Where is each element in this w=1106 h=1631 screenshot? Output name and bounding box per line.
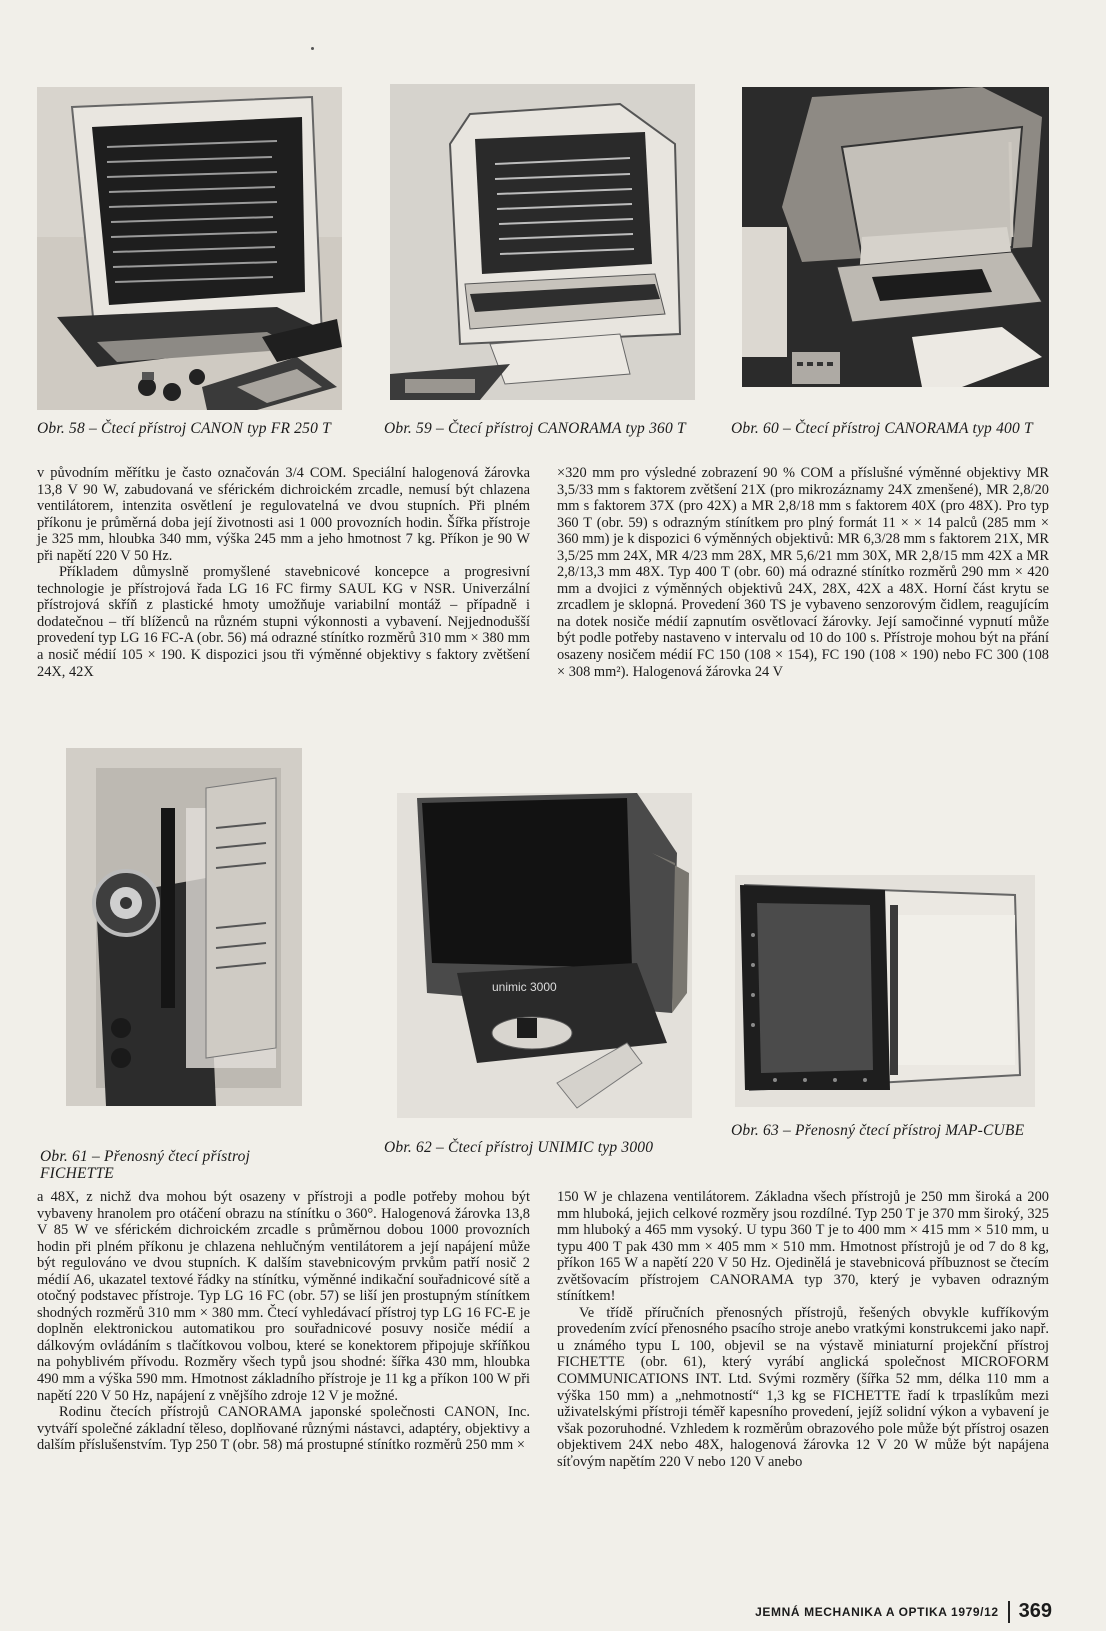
page-number: 369 [1018,1600,1052,1622]
unimic-label: unimic 3000 [492,980,557,994]
figure-58-photo [37,87,342,410]
figure-61-caption: Obr. 61 – Přenosný čtecí přístroj FICHETTE [40,1148,251,1182]
paragraph: 150 W je chlazena ventilátorem. Základna všech přístrojů je 250 mm široká a 200 mm hluboká, jejich celkové rozměry jsou rozdílné. Typ 250 T je 370 mm široký, 325 mm hluboký a 465 mm vysoký. U typu 360 T je to 400 mm × 415 mm × 510 mm, u typu 400 T pak 430 mm × 405 mm × 510 mm. Hmotnost přístrojů je od 7 do 8 kg, příkon 165 W a napětí 220 V 50 Hz. Ojedinělá je stavebnicová příbuznost se čtecím zvětšovacím přístrojem CANORAMA typ 370, který je vybaven odrazným stínítkem! [557,1189,1049,1305]
figure-63-caption: Obr. 63 – Přenosný čtecí přístroj MAP-CUBE [731,1122,1025,1139]
lower-left-column [37,1189,530,1454]
paragraph: Ve třídě příručních přenosných přístrojů, řešených obvykle kufříkovým provedením zvící přenosného psacího stroje anebo vratkými konstrukcemi jako např. u známého typu L 100, objevil se na výstavě miniaturní projekční přístroj FICHETTE (obr. 61), který vyrábí anglická společnost MICROFORM COMMUNICATIONS INT. Ltd. Svými rozměry (šířka 52 mm, délka 110 mm a výška 150 mm) a „nehmotností“ 1,3 kg se FICHETTE řadí k trpaslíkům mezi uživatelskými přístroji téměř kapesního provedení, jejíž solidní výkon a vybavení je však pozoruhodné. Vzhledem k rozměrům obrazového pole může být přístroj osazen objektivem 24X nebo 48X, halogenová žárovka 12 V 20 W může být napájena síťovým napětím 220 V nebo 120 V anebo [557,1304,1049,1470]
upper-right-column [557,465,1049,680]
paragraph: Příkladem důmyslně promyšlené stavebnicové koncepce a progresivní technologie je přístrojová řada LG 16 FC firmy SAUL KG v NSR. Univerzální přístrojová skříň z plastické hmoty umožňuje variabilní montáž – případně i dodatečnou – tří blíženců na různém stupni výkonnosti a vybavení. Nejjednodušší provedení typ LG 16 FC-A (obr. 56) má odrazné stínítko rozměrů 310 mm × 380 mm a nosič médií 105 × 190. K dispozici jsou tři výměnné objektivy s faktory zvětšení 24X, 42X [37,564,530,680]
figure-59-photo [390,84,695,400]
figure-60-photo [742,87,1049,387]
figure-62-caption: Obr. 62 – Čtecí přístroj UNIMIC typ 3000 [384,1139,654,1156]
figure-61-photo [66,748,302,1106]
paragraph: a 48X, z nichž dva mohou být osazeny v přístroji a podle potřeby mohou být vybaveny hranolem pro otáčení obrazu na stínítku o 360°. Halogenová žárovka 13,8 V 85 W ve sférickém dichroickém zrcadle s průměrnou dobou 1000 provozních hodin při plném příkonu je chlazena nehlučným ventilátorem a její napájení může být regulováno ve dvou stupních. K dalším stavebnicovým prvkům patří nosič 2 médií A6, ukazatel textové řádky na stínítku, výměnné indikační souřadnicové sítě a otočný podstavec přístroje. Typ LG 16 FC (obr. 57) se liší jen prostupným stínítkem shodných rozměrů 310 mm × 380 mm. Čtecí vyhledávací přístroj typ LG 16 FC-E je doplněn elektronickou automatikou pro souřadnicové posuvy nosiče médií a dálkovým ovládáním s tlačítkovou volbou, které se konektorem připojuje skříňkou na pohyblivém přívodu. Rozměry všech typů jsou shodné: šířka 430 mm, hloubka 490 mm a výška 590 mm. Hmotnost základního přístroje je 11 kg a příkon 100 W při napětí 220 V 50 Hz, napájení z vnějšího zdroje 12 V je možné. [37,1189,530,1404]
paragraph: ×320 mm pro výsledné zobrazení 90 % COM a příslušné výměnné objektivy MR 3,5/33 mm s faktorem zvětšení 21X (pro mikrozáznamy 24X zmenšené), MR 2,8/20 mm s faktorem 37X (pro 42X) a MR 2,8/18 mm s faktorem 40X (pro 48X). Pro typ 360 T (obr. 59) s odrazným stínítkem pro plný formát 11 × × 14 palců (285 mm × 360 mm) je k dispozici 6 výměnných objektivů: MR 6,3/28 mm s faktorem 21X, MR 3,5/25 mm 24X, MR 4/23 mm 28X, MR 5,6/21 mm 30X, MR 2,8/15 mm 42X a MR 2,8/13,3 mm 48X. Typ 400 T (obr. 60) má odrazné stínítko rozměrů 290 mm × 420 mm a dvojici z výměnných objektivů 24X, 28X, 42X a 48X. Horní část krytu se zrcadlem je sklopná. Provedení 360 TS je vybaveno senzorovým čidlem, reagujícím na dotek nosiče médií zapnutím osvětlovací žárovky. Její samočinné vypnutí může být podle potřeby nastaveno v intervalu od 10 do 100 s. Přístroje mohou být na přání osazeny nosičem médií FC 150 (108 × 154), FC 190 (108 × 190) nebo FC 300 (108 × 308 mm²). Halogenová žárovka 24 V [557,465,1049,680]
journal-title: JEMNÁ MECHANIKA A OPTIKA 1979/12 [755,1604,999,1619]
footer-divider [1008,1601,1010,1623]
figure-62-photo [397,793,692,1118]
upper-left-column [37,465,530,680]
paragraph: Rodinu čtecích přístrojů CANORAMA japonské společnosti CANON, Inc. vytváří společné základní těleso, doplňované různými nástavci, adaptéry, objektivy a dalším příslušenstvím. Typ 250 T (obr. 58) má prostupné stínítko rozměrů 250 mm × [37,1404,530,1454]
page-footer [755,1600,1052,1623]
figure-60-caption: Obr. 60 – Čtecí přístroj CANORAMA typ 400 T [731,420,1033,437]
figure-58-caption: Obr. 58 – Čtecí přístroj CANON typ FR 250 T [37,420,331,437]
paragraph: v původním měřítku je často označován 3/4 COM. Speciální halogenová žárovka 13,8 V 90 W, zabudovaná ve sférickém dichroickém zrcadle, nemusí být chlazena ventilátorem, intenzita osvětlení je regulovatelná ve dvou stupních. Při plném příkonu je průměrná doba její životnosti asi 1 000 provozních hodin. Šířka přístroje je 325 mm, hloubka 340 mm, výška 245 mm a jeho hmotnost 7 kg. Příkon je 90 W při napětí 220 V 50 Hz. [37,465,530,564]
figure-59-caption: Obr. 59 – Čtecí přístroj CANORAMA typ 360 T [384,420,686,437]
lower-right-column [557,1189,1049,1470]
figure-63-photo [735,875,1035,1107]
speck [311,47,314,50]
